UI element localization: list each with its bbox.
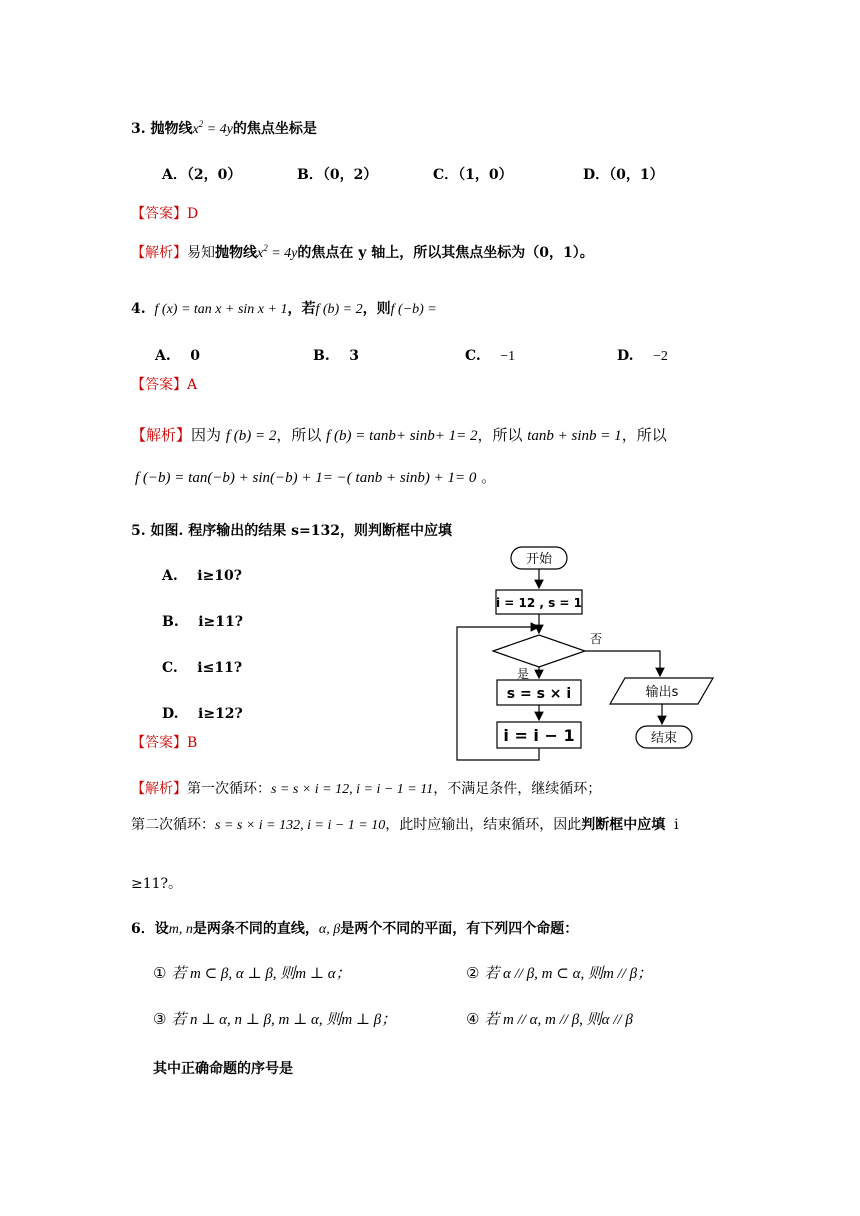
q4-analysis-line1: 【解析】因为 f (b) = 2，所以 f (b) = tanb+ sinb+ 1= 2，所以 tanb + sinb = 1，所以 (131, 426, 667, 444)
q3-analysis: 【解析】易知抛物线$x^2 = 4y$的焦点在 y 轴上，所以其焦点坐标为（0，1）。 (131, 243, 594, 261)
flowchart-body2-label: i = i − 1 (503, 726, 575, 745)
q6-prop-4: ④ 若 m // α, m // β, 则α // β (466, 1010, 633, 1028)
flowchart-decision-node (493, 635, 585, 667)
flowchart-body1-label: s = s × i (506, 686, 572, 702)
q5-answer: 【答案】B (131, 735, 198, 751)
q4-answer: 【答案】A (131, 377, 198, 393)
q4-option-c: C. −1 (465, 348, 516, 364)
q3-option-d: D．（0，1） (583, 167, 664, 183)
q3-option-a: A．（2，0） (162, 167, 242, 183)
q5-analysis-line1: 【解析】第一次循环：s = s × i = 12, i = i − 1 = 11，不满足条件，继续循环； (131, 781, 602, 797)
q4-option-a: A. 0 (155, 348, 200, 364)
q5-option-a: A. i≥10? (162, 568, 242, 584)
q6-prop-3: ③ 若 n ⊥ α, n ⊥ β, m ⊥ α, 则m ⊥ β； (153, 1010, 397, 1028)
q5-analysis-line3: ≥11?。 (131, 876, 183, 892)
flowchart-output-label: 输出s (645, 685, 679, 700)
q4-stem: 4. f (x) = tan x + sin x + 1，若f (b) = 2，则f (−b) = (131, 301, 437, 317)
q6-prop-2: ② 若 α // β, m ⊂ α, 则m // β； (466, 964, 653, 982)
q5-option-d: D. i≥12? (162, 706, 243, 722)
q6-stem: 6．设m, n是两条不同的直线，α, β是两个不同的平面，有下列四个命题： (131, 921, 579, 937)
q5-analysis-line2: 第二次循环：s = s × i = 132, i = i − 1 = 10，此时应输出，结束循环，因此判断框中应填 i (131, 817, 679, 833)
q4-option-d: D. −2 (617, 348, 668, 364)
q4-option-b: B. 3 (313, 348, 359, 364)
flowchart-init-label: i = 12 , s = 1 (495, 596, 583, 610)
q4-analysis-line2: f (−b) = tan(−b) + sin(−b) + 1= −( tanb + sinb) + 1= 0 。 (135, 468, 497, 486)
q3-option-b: B．（0，2） (297, 167, 378, 183)
q5-option-b: B. i≥11? (162, 614, 243, 630)
flowchart-yes-label: 是 (516, 667, 530, 681)
q6-ask: 其中正确命题的序号是 (153, 1061, 293, 1077)
flowchart-no-label: 否 (589, 632, 603, 646)
q5-stem: 5. 如图. 程序输出的结果 s=132，则判断框中应填 (131, 523, 452, 539)
flowchart-end-label: 结束 (650, 731, 678, 746)
q3-option-c: C．（1，0） (433, 167, 513, 183)
q6-prop-1: ① 若 m ⊂ β, α ⊥ β, 则m ⊥ α； (153, 964, 351, 982)
q5-option-c: C. i≤11? (162, 660, 243, 676)
flowchart-start-label: 开始 (525, 552, 553, 567)
q3-answer: 【答案】D (131, 206, 199, 222)
q3-stem: 3. 抛物线$x^2 = 4y$的焦点坐标是 (131, 119, 317, 137)
